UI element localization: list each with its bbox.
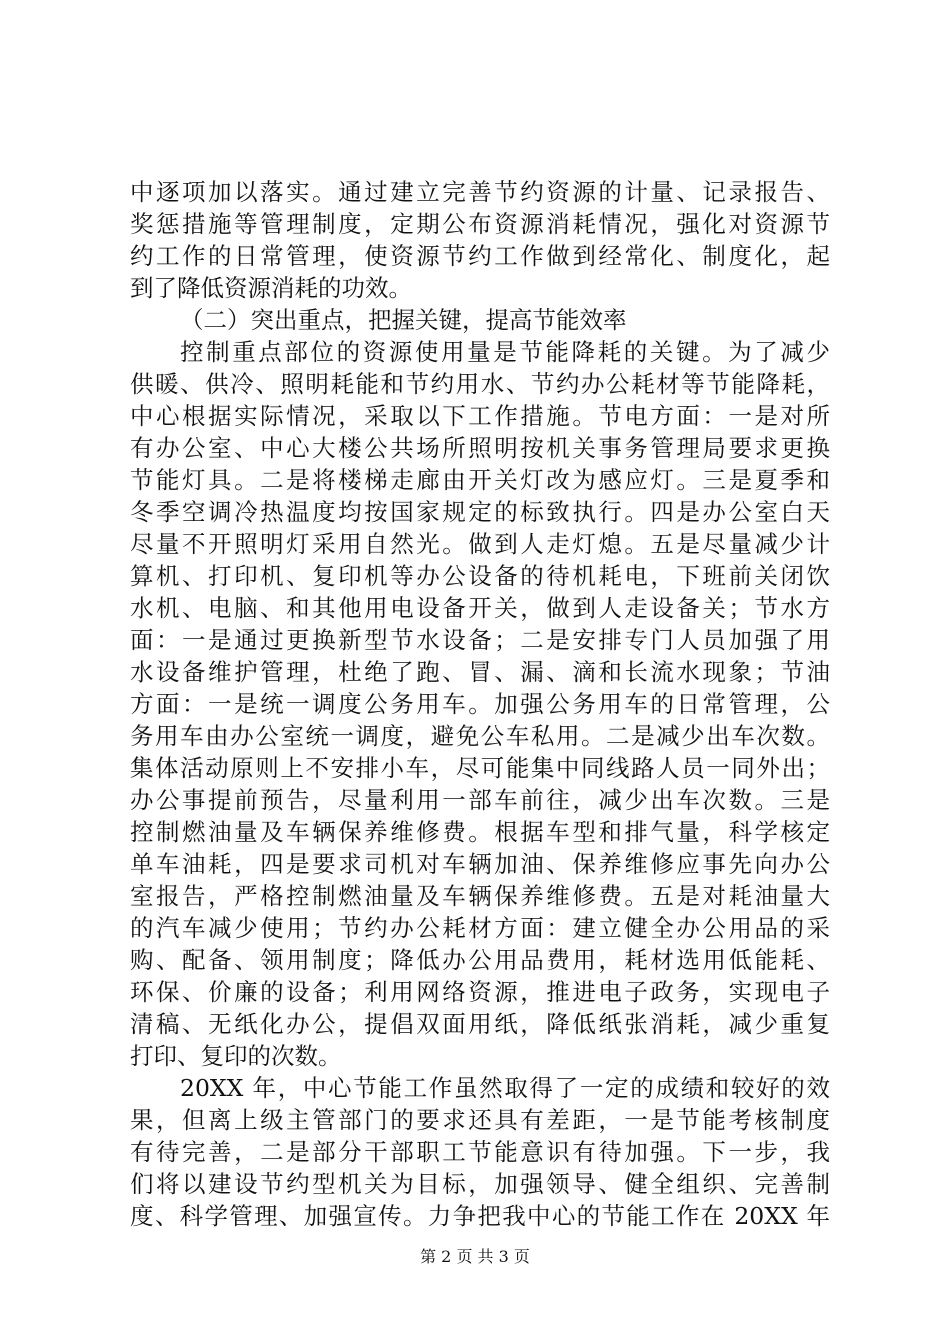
text-line: 水机、电脑、和其他用电设备开关，做到人走设备关；节水方 bbox=[130, 594, 830, 622]
text-line: 算机、打印机、复印机等办公设备的待机耗电，下班前关闭饮 bbox=[130, 562, 830, 590]
page-number: 第 2 页 共 3 页 bbox=[420, 1247, 530, 1266]
text-line: 中逐项加以落实。通过建立完善节约资源的计量、记录报告、 bbox=[130, 178, 830, 206]
paragraph-summary bbox=[130, 1072, 830, 1232]
text-line: 供暖、供冷、照明耗能和节约用水、节约办公耗材等节能降耗， bbox=[130, 370, 830, 398]
paragraph-continuation bbox=[130, 176, 830, 304]
text-line: 冬季空调冷热温度均按国家规定的标致执行。四是办公室白天 bbox=[130, 498, 830, 526]
text-line: 度、科学管理、加强宣传。力争把我中心的节能工作在 20XX 年 bbox=[130, 1202, 830, 1230]
text-line: 水设备维护管理，杜绝了跑、冒、漏、滴和长流水现象；节油 bbox=[130, 658, 830, 686]
text-line: 中心根据实际情况，采取以下工作措施。节电方面：一是对所 bbox=[130, 402, 830, 430]
text-line: 办公事提前预告，尽量利用一部车前往，减少出车次数。三是 bbox=[130, 786, 830, 814]
text-line: 购、配备、领用制度；降低办公用品费用，耗材选用低能耗、 bbox=[130, 946, 830, 974]
text-line: 有待完善，二是部分干部职工节能意识有待加强。下一步，我 bbox=[130, 1138, 830, 1166]
text-line: 面：一是通过更换新型节水设备；二是安排专门人员加强了用 bbox=[130, 626, 830, 654]
text-line: 打印、复印的次数。 bbox=[130, 1042, 342, 1070]
text-line: 清稿、无纸化办公，提倡双面用纸，降低纸张消耗，减少重复 bbox=[130, 1010, 830, 1038]
text-line: 果，但离上级主管部门的要求还具有差距，一是节能考核制度 bbox=[130, 1106, 830, 1134]
heading-line: （二）突出重点，把握关键，提高节能效率 bbox=[180, 306, 627, 334]
text-line: 节能灯具。二是将楼梯走廊由开关灯改为感应灯。三是夏季和 bbox=[130, 466, 830, 494]
text-line: 控制燃油量及车辆保养维修费。根据车型和排气量，科学核定 bbox=[130, 818, 830, 846]
text-line: 到了降低资源消耗的功效。 bbox=[130, 274, 412, 302]
text-line: 的汽车减少使用；节约办公耗材方面：建立健全办公用品的采 bbox=[130, 914, 830, 942]
text-line: 控制重点部位的资源使用量是节能降耗的关键。为了减少 bbox=[180, 338, 830, 366]
text-line: 环保、价廉的设备；利用网络资源，推进电子政务，实现电子 bbox=[130, 978, 830, 1006]
text-line: 奖惩措施等管理制度，定期公布资源消耗情况，强化对资源节 bbox=[130, 210, 830, 238]
text-line: 有办公室、中心大楼公共场所照明按机关事务管理局要求更换 bbox=[130, 434, 830, 462]
paragraph-measures bbox=[130, 336, 830, 1072]
text-line: 方面：一是统一调度公务用车。加强公务用车的日常管理，公 bbox=[130, 690, 830, 718]
body-text bbox=[130, 176, 830, 1232]
text-line: 们将以建设节约型机关为目标，加强领导、健全组织、完善制 bbox=[130, 1170, 830, 1198]
text-line: 尽量不开照明灯采用自然光。做到人走灯熄。五是尽量减少计 bbox=[130, 530, 830, 558]
text-line: 20XX 年，中心节能工作虽然取得了一定的成绩和较好的效 bbox=[180, 1074, 830, 1102]
text-line: 单车油耗，四是要求司机对车辆加油、保养维修应事先向办公 bbox=[130, 850, 830, 878]
text-line: 约工作的日常管理，使资源节约工作做到经常化、制度化，起 bbox=[130, 242, 830, 270]
text-line: 务用车由办公室统一调度，避免公车私用。二是减少出车次数。 bbox=[130, 722, 830, 750]
text-line: 室报告，严格控制燃油量及车辆保养维修费。五是对耗油量大 bbox=[130, 882, 830, 910]
section-heading bbox=[130, 304, 830, 336]
text-line: 集体活动原则上不安排小车，尽可能集中同线路人员一同外出； bbox=[130, 754, 830, 782]
page-footer bbox=[0, 1247, 950, 1267]
